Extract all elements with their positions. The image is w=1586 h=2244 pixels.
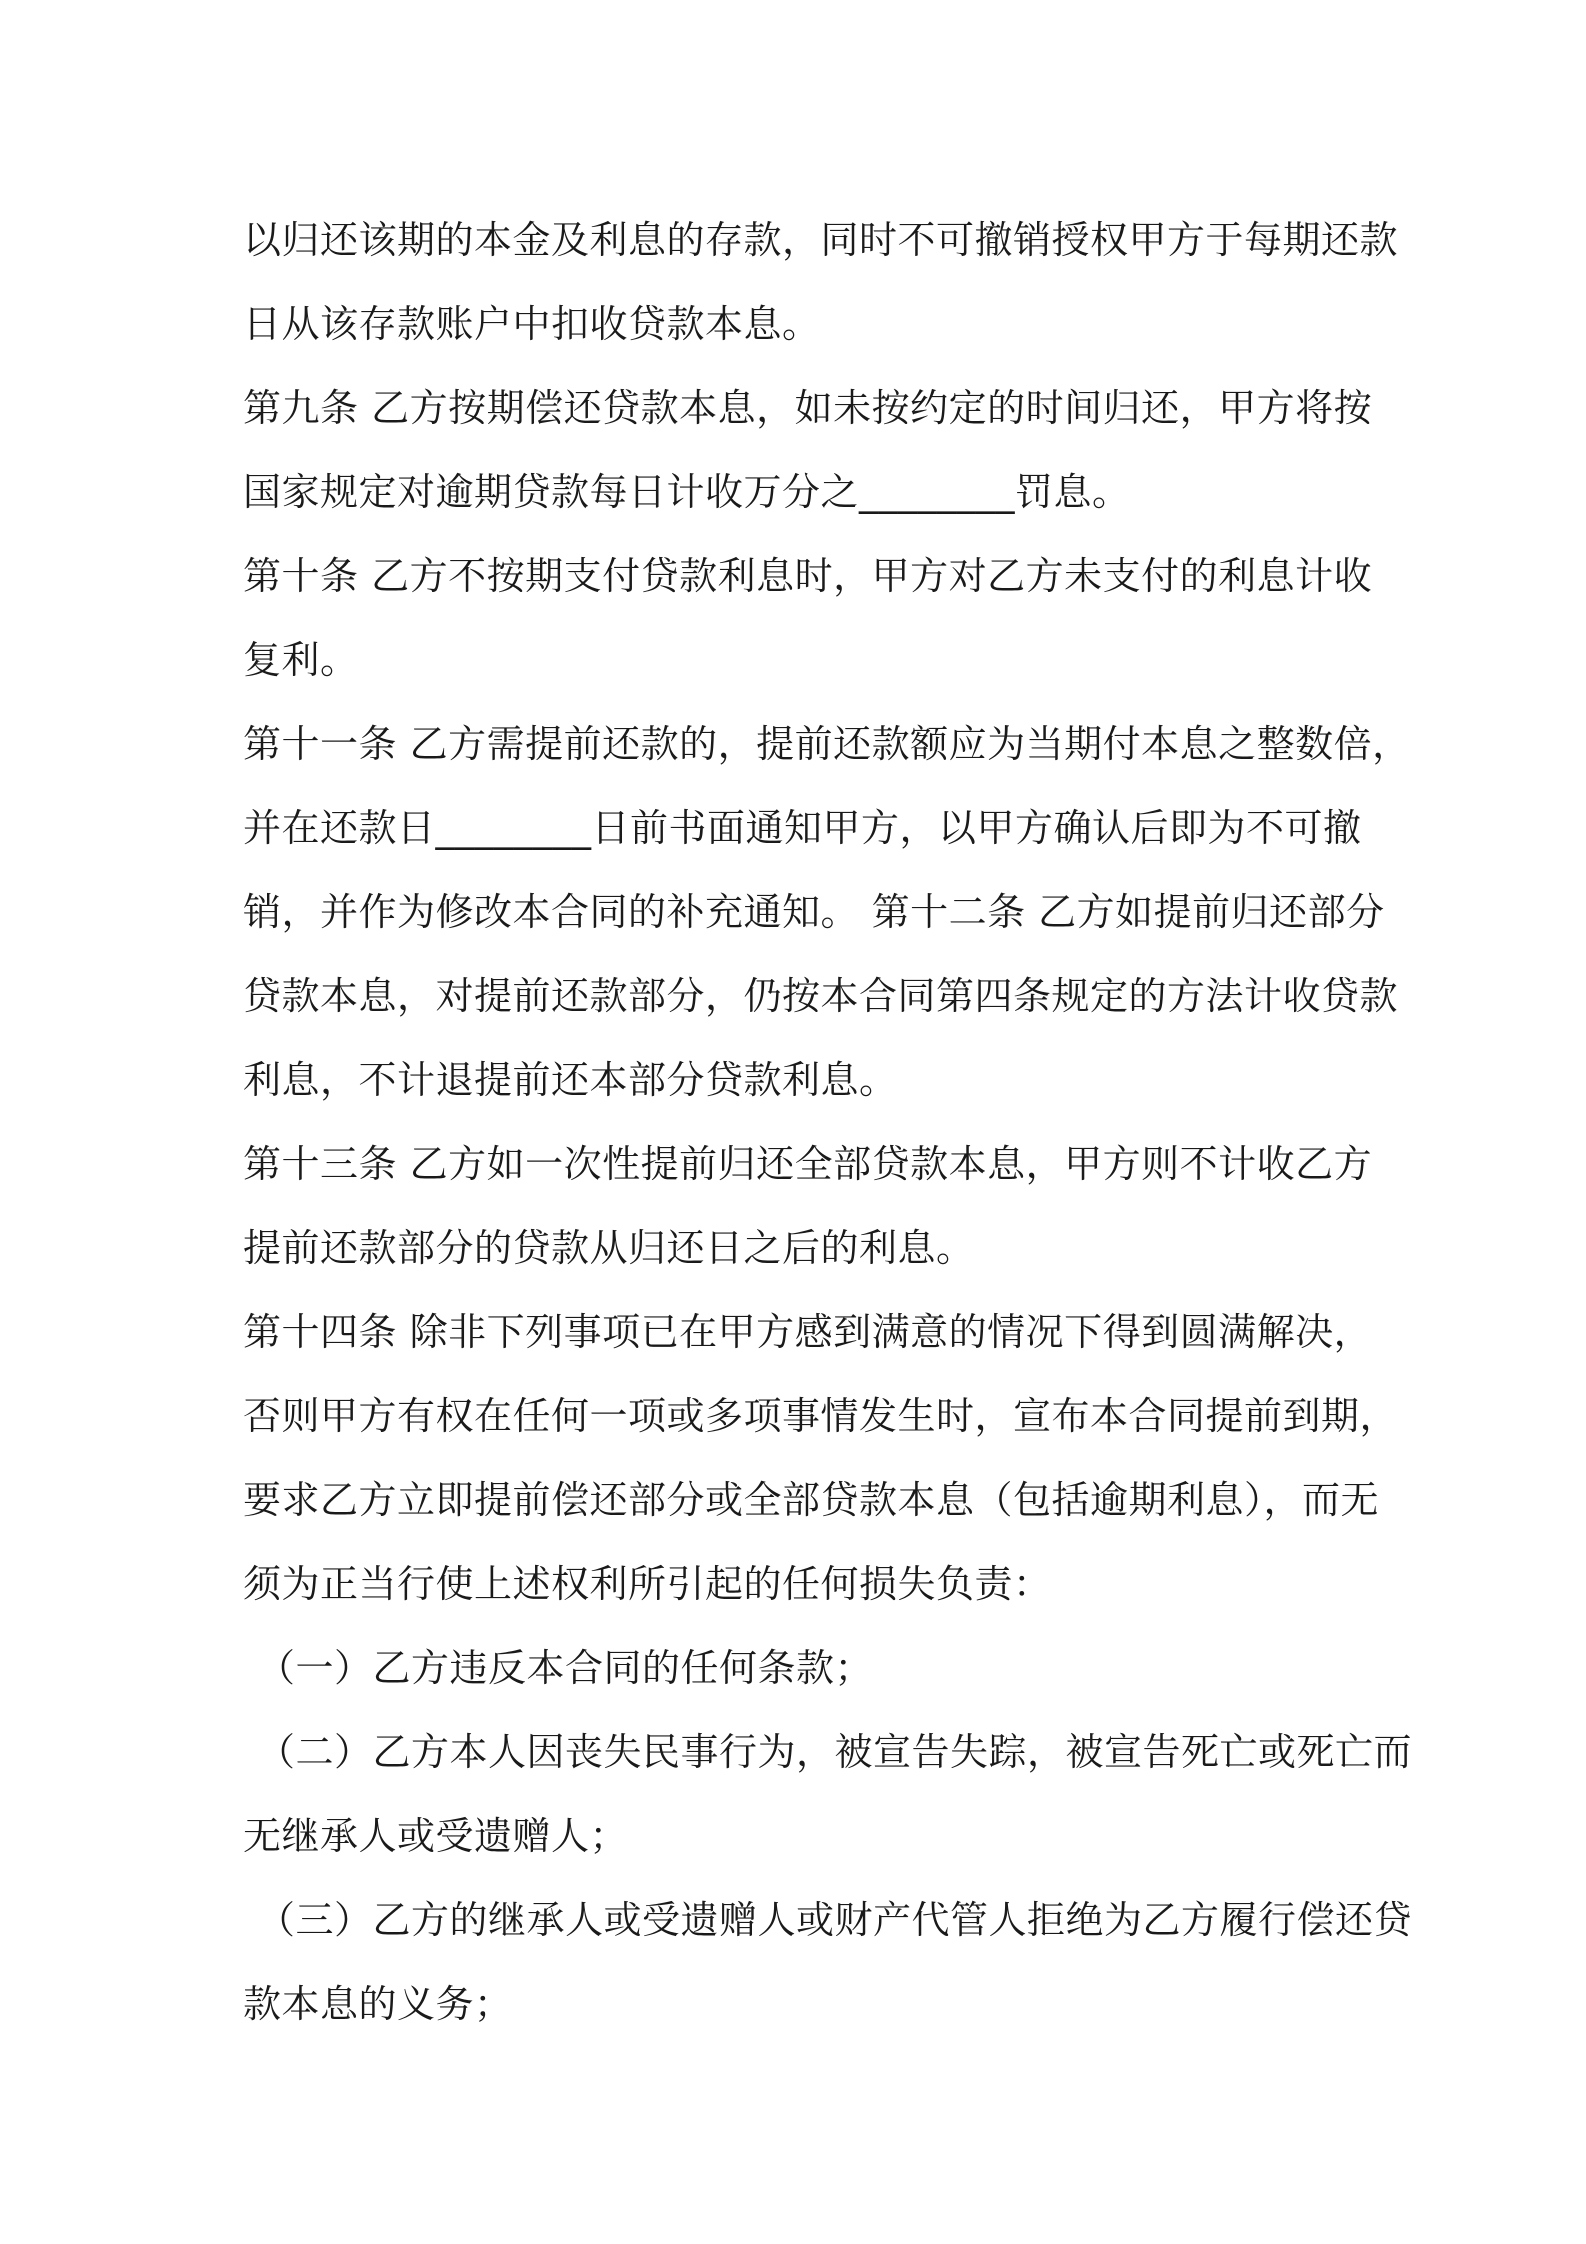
text-line: 国家规定对逾期贷款每日计收万分之________罚息。 [243,470,1131,514]
text-line: 无继承人或受遗赠人； [243,1814,629,1858]
text-line: 利息，不计退提前还本部分贷款利息。 [243,1058,898,1102]
text-line: 要求乙方立即提前偿还部分或全部贷款本息（包括逾期利息），而无 [243,1478,1380,1522]
text-line: （三）乙方的继承人或受遗赠人或财产代管人拒绝为乙方履行偿还贷 [257,1898,1413,1942]
text-line: （二）乙方本人因丧失民事行为，被宣告失踪，被宣告死亡或死亡而 [257,1730,1413,1774]
text-line: 第九条 乙方按期偿还贷款本息，如未按约定的时间归还，甲方将按 [243,386,1373,430]
text-line: 款本息的义务； [243,1982,513,2026]
text-line: 以归还该期的本金及利息的存款，同时不可撤销授权甲方于每期还款 [243,218,1399,262]
text-line: （一）乙方违反本合同的任何条款； [257,1646,874,1690]
contract-text [243,198,1413,2046]
text-line: 贷款本息，对提前还款部分，仍按本合同第四条规定的方法计收贷款 [243,974,1399,1018]
text-line: 第十条 乙方不按期支付贷款利息时，甲方对乙方未支付的利息计收 [243,554,1373,598]
text-line: 提前还款部分的贷款从归还日之后的利息。 [243,1226,975,1270]
text-line: 须为正当行使上述权利所引起的任何损失负责： [243,1562,1052,1606]
text-line: 销，并作为修改本合同的补充通知。 第十二条 乙方如提前归还部分 [243,890,1385,934]
text-line: 第十一条 乙方需提前还款的，提前还款额应为当期付本息之整数倍， [243,722,1411,766]
text-line: 第十四条 除非下列事项已在甲方感到满意的情况下得到圆满解决， [243,1310,1373,1354]
text-line: 否则甲方有权在任何一项或多项事情发生时，宣布本合同提前到期， [243,1394,1399,1438]
text-line: 复利。 [243,638,359,682]
text-line: 日从该存款账户中扣收贷款本息。 [243,302,821,346]
text-line: 并在还款日________日前书面通知甲方，以甲方确认后即为不可撤 [243,806,1362,850]
text-line: 第十三条 乙方如一次性提前归还全部贷款本息，甲方则不计收乙方 [243,1142,1373,1186]
